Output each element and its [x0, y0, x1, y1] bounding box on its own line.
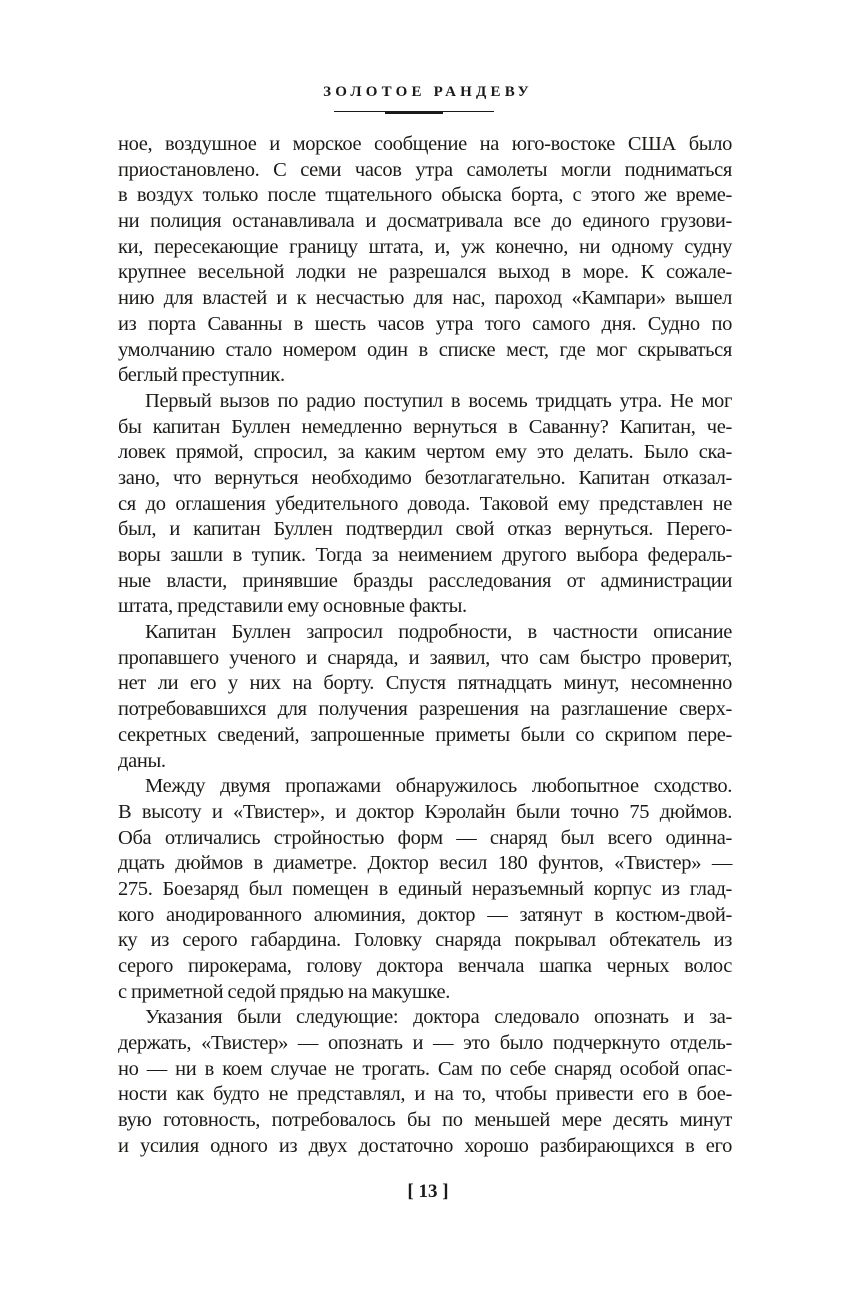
text-line: беглый преступник.	[118, 364, 285, 387]
text-line: ности как будто не представлял, и на то, чтобы привести его в бое-	[118, 1083, 732, 1106]
text-line: держать, «Твистер» — опознать и — это было подчеркнуто отдель-	[118, 1032, 732, 1055]
paragraph-first-line: Первый вызов по радио поступил в восемь тридцать утра. Не мог	[145, 389, 732, 412]
text-line: воры зашли в тупик. Тогда за неимением другого выбора федераль-	[118, 544, 732, 566]
text-line: кого анодированного алюминия, доктор — затянут в костюм-двой-	[118, 903, 732, 926]
text-line: зано, что вернуться необходимо безотлагательно. Капитан отказал-	[118, 466, 732, 489]
text-line: секретных сведений, запрошенные приметы были со скрипом пере-	[118, 723, 732, 746]
paragraph-first-line: Капитан Буллен запросил подробности, в частности описание	[145, 621, 732, 644]
text-line: Оба отличались стройностью форм — снаряд был всего одинна-	[118, 826, 732, 849]
text-line: ные власти, принявшие бразды расследования от администрации	[118, 569, 732, 592]
running-head-title: ЗОЛОТОЕ РАНДЕВУ	[323, 84, 533, 100]
text-line: штата, представили ему основные факты.	[118, 595, 467, 618]
paragraph-first-line: Между двумя пропажами обнаружилось любопытное сходство.	[145, 775, 732, 798]
text-line: нет ли его у них на борту. Спустя пятнадцать минут, несомненно	[118, 672, 732, 695]
text-line: В высоту и «Твистер», и доктор Кэролайн были точно 75 дюймов.	[118, 800, 732, 823]
text-line: вую готовность, потребовалось бы по меньшей мере десять минут	[118, 1109, 732, 1132]
text-line: ку из серого габардина. Головку снаряда покрывал обтекатель из	[118, 929, 732, 952]
text-line: бы капитан Буллен немедленно вернуться в Саванну? Капитан, че-	[118, 415, 732, 438]
text-line: 275. Боезаряд был помещен в единый неразъемный корпус из глад-	[118, 877, 732, 900]
body-text	[118, 132, 732, 1160]
text-line: ловек прямой, спросил, за каким чертом ему это делать. Было ска-	[118, 441, 732, 464]
text-line: серого пирокерама, голову доктора венчала шапка черных волос	[118, 955, 732, 977]
paragraph-first-line: Указания были следующие: доктора следовало опознать и за-	[145, 1006, 732, 1029]
header-rule-accent	[385, 111, 443, 114]
text-line: был, и капитан Буллен подтвердил свой отказ вернуться. Перего-	[118, 518, 732, 541]
text-line: потребовавшихся для получения разрешения на разглашение сверх-	[118, 698, 732, 721]
page-number: [ 13 ]	[407, 1181, 449, 1202]
text-line: даны.	[118, 749, 166, 772]
text-line: в воздух только после тщательного обыска борта, с этого же време-	[118, 184, 732, 207]
text-line: крупнее весельной лодки не разрешался выход в море. К сожале-	[118, 261, 732, 284]
text-line: но — ни в коем случае не трогать. Сам по себе снаряд особой опас-	[118, 1057, 732, 1080]
text-line: ки, пересекающие границу штата, и, уж конечно, ни одному судну	[118, 235, 732, 258]
text-line: и усилия одного из двух достаточно хорошо разбирающихся в его	[118, 1134, 732, 1157]
text-line: ся до оглашения убедительного довода. Таковой ему представлен не	[118, 492, 732, 515]
text-line: приостановлено. С семи часов утра самолеты могли подниматься	[118, 158, 732, 181]
text-line: из порта Саванны в шесть часов утра того самого дня. Судно по	[118, 312, 732, 335]
text-line: пропавшего ученого и снаряда, и заявил, что сам быстро проверит,	[118, 646, 732, 669]
text-line: ное, воздушное и морское сообщение на юго-востоке США было	[118, 133, 732, 155]
text-line: ни полиция останавливала и досматривала все до единого грузови-	[118, 210, 732, 233]
text-line: с приметной седой прядью на макушке.	[118, 980, 450, 1003]
text-line: дцать дюймов в диаметре. Доктор весил 180 фунтов, «Твистер» —	[118, 852, 732, 875]
text-line: нию для властей и к несчастью для нас, пароход «Кампари» вышел	[118, 287, 732, 310]
text-line: умолчанию стало номером один в списке мест, где мог скрываться	[118, 338, 732, 361]
